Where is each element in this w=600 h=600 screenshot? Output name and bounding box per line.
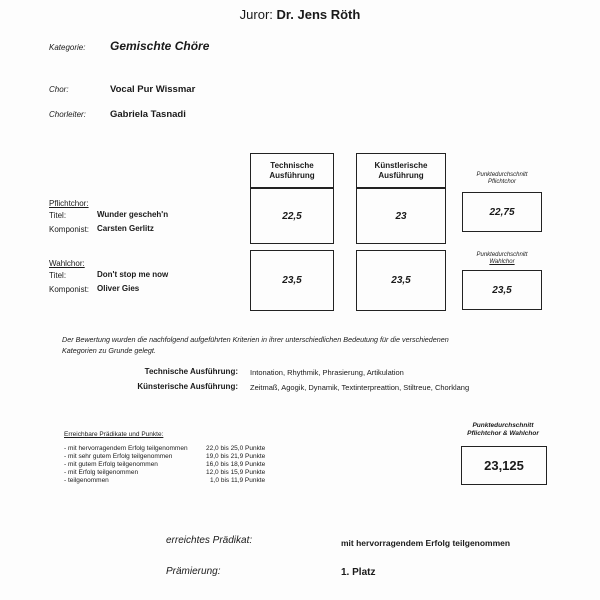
mandatory-title-value: Wunder gescheh'n	[97, 210, 169, 219]
mandatory-average-caption-1: Punktedurchschnitt	[476, 172, 528, 178]
juror-heading	[0, 7, 600, 22]
total-average-caption	[448, 422, 558, 438]
elective-technical-score: 23,5	[250, 250, 334, 311]
elective-average-caption-2: Wahlchor	[489, 259, 515, 265]
total-average-caption-1: Punktedurchschnitt	[472, 422, 534, 429]
scale-row-range: 16,0 bis 18,9 Punkte	[206, 461, 266, 468]
juror-label: Juror:	[239, 7, 273, 22]
scale-row-range: 22,0 bis 25,0 Punkte	[206, 445, 266, 452]
elective-average-caption	[462, 252, 542, 266]
mandatory-composer-value: Carsten Gerlitz	[97, 224, 154, 233]
total-average-caption-2: Pflichtchor & Wahlchor	[467, 430, 539, 437]
artistic-criteria-label: Künsterische Ausführung:	[137, 382, 238, 391]
mandatory-average-caption	[462, 172, 542, 186]
conductor-label: Chorleiter:	[49, 110, 86, 119]
technical-criteria-label: Technische Ausführung:	[144, 367, 238, 376]
elective-artistic-score: 23,5	[356, 250, 446, 311]
scale-title: Erreichbare Prädikate und Punkte:	[64, 431, 164, 438]
scale-row-label: - mit sehr gutem Erfolg teilgenommen	[64, 453, 173, 460]
elective-composer-label: Komponist:	[49, 285, 90, 294]
category-label: Kategorie:	[49, 43, 86, 52]
artistic-column-header-text: Künstlerische Ausführung	[374, 160, 428, 180]
artistic-criteria-value: Zeitmaß, Agogik, Dynamik, Textinterpreattion, Stiltreue, Chorklang	[250, 383, 470, 392]
scale-row-range: 12,0 bis 15,9 Punkte	[206, 469, 266, 476]
mandatory-technical-score: 22,5	[250, 188, 334, 244]
technical-criteria-value: Intonation, Rhythmik, Phrasierung, Artikulation	[250, 368, 404, 377]
scale-row	[64, 453, 294, 461]
elective-title-label: Titel:	[49, 271, 67, 280]
mandatory-title-label: Titel:	[49, 211, 67, 220]
elective-average-score: 23,5	[462, 270, 542, 310]
total-average-score: 23,125	[461, 446, 547, 485]
evaluation-note	[62, 334, 562, 356]
evaluation-note-line-2: Kategorien zu Grunde gelegt.	[62, 346, 156, 355]
elective-average-caption-1: Punktedurchschnitt	[476, 252, 528, 258]
mandatory-composer-label: Komponist:	[49, 225, 90, 234]
scale-row-range: 19,0 bis 21,9 Punkte	[206, 453, 266, 460]
mandatory-section-label: Pflichtchor:	[49, 199, 89, 208]
elective-title-value: Don't stop me now	[97, 270, 169, 279]
scale-row	[64, 469, 294, 477]
predicate-label: erreichtes Prädikat:	[166, 535, 253, 546]
mandatory-average-caption-2: Pflichtchor	[487, 179, 516, 185]
scale-row	[64, 461, 294, 469]
scale-row-label: - mit hervorragendem Erfolg teilgenommen	[64, 445, 188, 452]
elective-composer-value: Oliver Gies	[97, 284, 140, 293]
choir-label: Chor:	[49, 85, 69, 94]
predicate-value: mit hervorragendem Erfolg teilgenommen	[341, 538, 511, 548]
mandatory-artistic-score: 23	[356, 188, 446, 244]
elective-section-label: Wahlchor:	[49, 259, 85, 268]
scale-row-label: - mit Erfolg teilgenommen	[64, 469, 139, 476]
scale-list	[64, 445, 294, 485]
artistic-column-header	[356, 153, 446, 188]
conductor-value: Gabriela Tasnadi	[110, 109, 186, 120]
award-label: Prämierung:	[166, 566, 221, 577]
evaluation-note-line-1: Der Bewertung wurden die nachfolgend aufgeführten Kriterien in ihrer unterschiedlichen Bedeutung für die verschiedenen	[62, 335, 449, 344]
scale-row-label: - teilgenommen	[64, 477, 109, 484]
scale-row-range: 1,0 bis 11,9 Punkte	[210, 477, 266, 484]
scale-row	[64, 477, 294, 485]
technical-column-header	[250, 153, 334, 188]
mandatory-average-score: 22,75	[462, 192, 542, 232]
scale-row-label: - mit gutem Erfolg teilgenommen	[64, 461, 158, 468]
choir-value: Vocal Pur Wissmar	[110, 84, 196, 95]
category-value: Gemischte Chöre	[110, 39, 210, 53]
technical-column-header-text: Technische Ausführung	[269, 160, 315, 180]
juror-name: Dr. Jens Röth	[276, 7, 361, 22]
award-value: 1. Platz	[341, 567, 376, 578]
scale-row	[64, 445, 294, 453]
